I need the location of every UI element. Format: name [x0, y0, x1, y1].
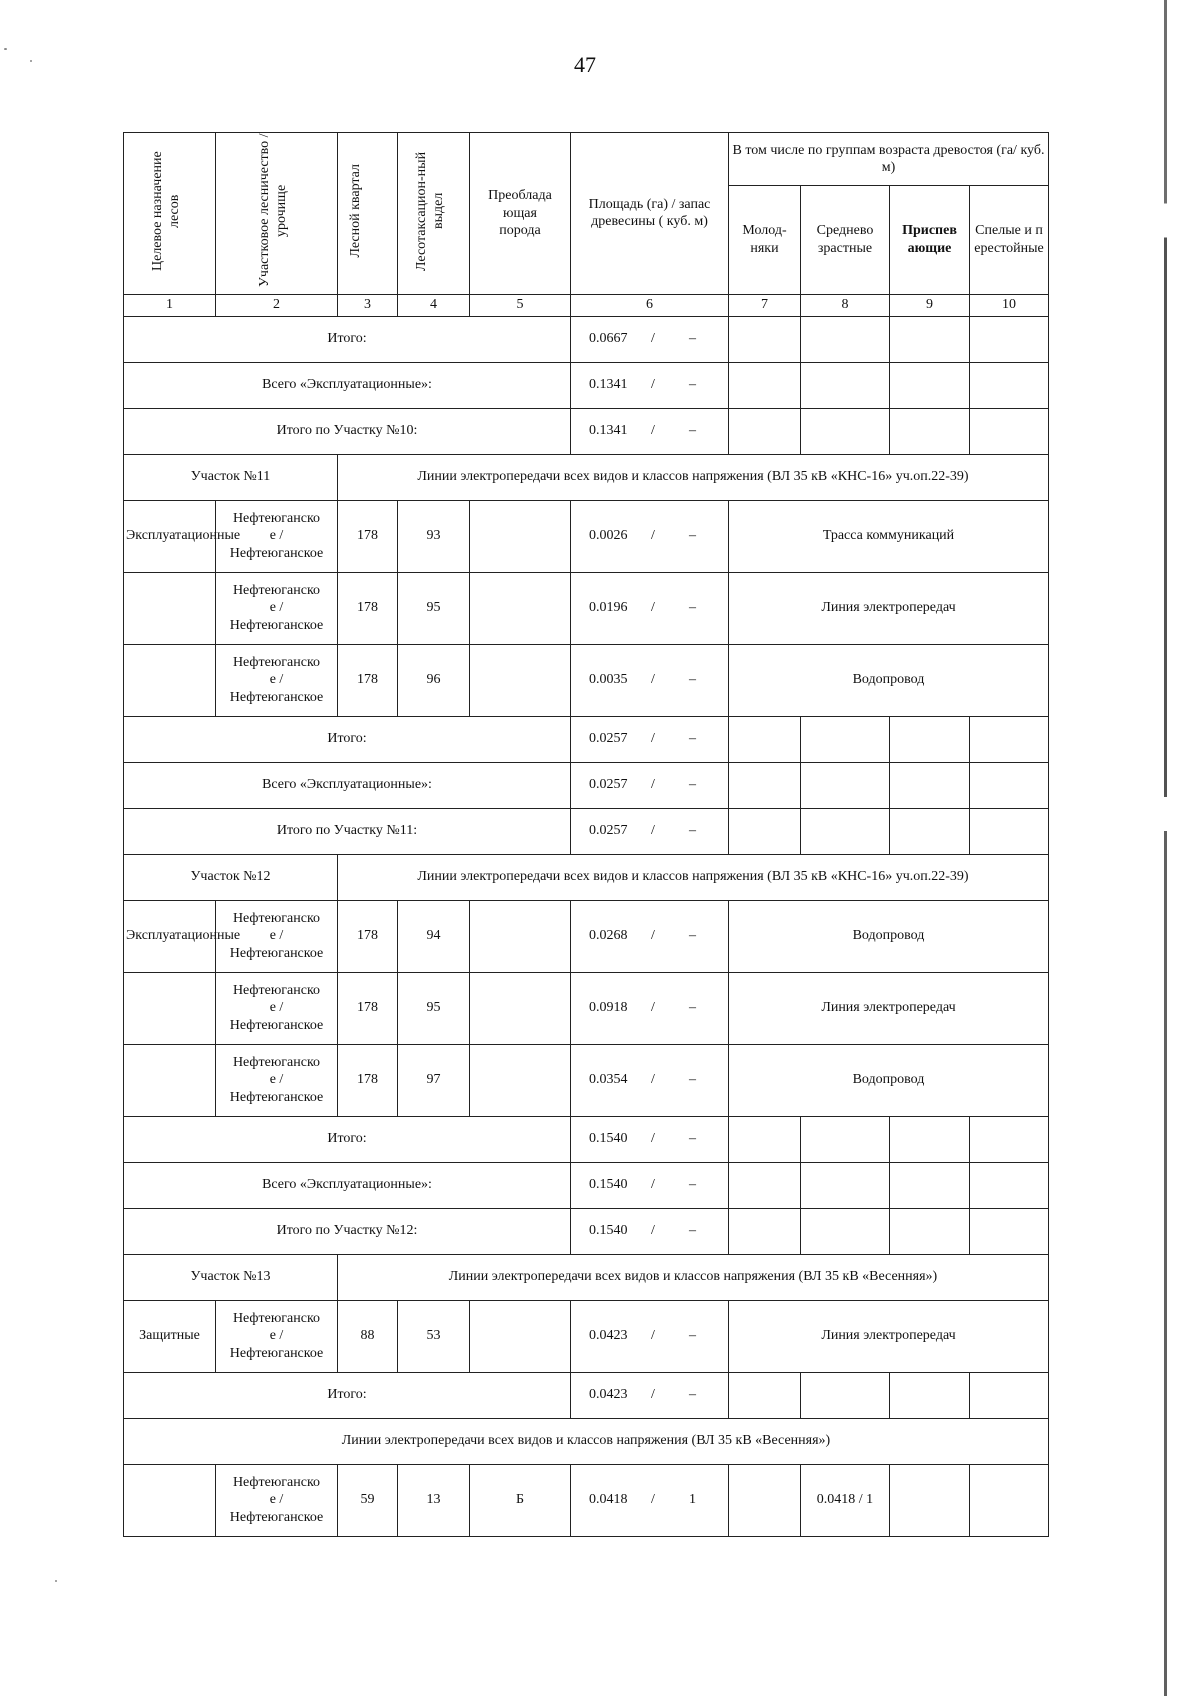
empty-group-cell	[729, 408, 801, 454]
empty-group-cell	[801, 1162, 890, 1208]
young-cell	[729, 1464, 801, 1536]
forestry-cell	[216, 644, 338, 716]
forestry-cell	[216, 1300, 338, 1372]
area-separator: /	[651, 1072, 655, 1088]
forestry-line: е /	[269, 1492, 284, 1508]
empty-group-cell	[970, 716, 1049, 762]
table-row	[124, 500, 1049, 572]
section-label: Участок №12	[124, 854, 338, 900]
area-separator: /	[651, 731, 655, 747]
empty-group-cell	[890, 362, 970, 408]
section-header-row	[124, 854, 1049, 900]
purpose-cell	[124, 1044, 216, 1116]
area-value: 0.1540	[589, 1223, 628, 1239]
forestry-line: Нефтеюганско	[232, 910, 321, 926]
header-forestry: Участковое лесничество / урочище	[216, 133, 338, 295]
area-value-cell	[571, 1464, 729, 1536]
empty-group-cell	[729, 1116, 801, 1162]
col-num: 8	[801, 294, 890, 316]
empty-group-cell	[729, 1162, 801, 1208]
col-num: 3	[338, 294, 398, 316]
header-vydel: Лесотаксацион-ный выдел	[398, 133, 470, 295]
empty-group-cell	[970, 1162, 1049, 1208]
total-label: Итого:	[124, 316, 571, 362]
area-separator: /	[651, 331, 655, 347]
empty-group-cell	[970, 362, 1049, 408]
vydel-cell: 53	[398, 1300, 470, 1372]
area-separator: /	[651, 672, 655, 688]
purpose-cell	[124, 644, 216, 716]
species-cell	[470, 972, 571, 1044]
note-cell: Трасса коммуникаций	[729, 500, 1049, 572]
forestry-line: Нефтеюганское	[229, 545, 324, 561]
empty-group-cell	[729, 1372, 801, 1418]
area-value: 0.1540	[589, 1131, 628, 1147]
area-value-cell	[571, 316, 729, 362]
col-num: 2	[216, 294, 338, 316]
total-row	[124, 1208, 1049, 1254]
vydel-cell: 95	[398, 972, 470, 1044]
area-value: 0.0667	[589, 331, 628, 347]
purpose-cell	[124, 972, 216, 1044]
kvartal-cell: 59	[338, 1464, 398, 1536]
species-cell	[470, 900, 571, 972]
col-num: 9	[890, 294, 970, 316]
header-middle-aged: Средневозрастные	[801, 186, 890, 294]
kvartal-cell: 178	[338, 1044, 398, 1116]
forestry-line: Нефтеюганское	[229, 1017, 324, 1033]
forestry-line: е /	[269, 600, 284, 616]
section-description: Линии электропередачи всех видов и классов напряжения (ВЛ 35 кВ «Весенняя»)	[124, 1418, 1049, 1464]
forestry-line: Нефтеюганско	[232, 982, 321, 998]
col-num: 10	[970, 294, 1049, 316]
volume-value: –	[689, 1223, 696, 1239]
scan-speck	[30, 60, 32, 62]
volume-value: –	[689, 731, 696, 747]
volume-value: –	[689, 928, 696, 944]
species-cell	[470, 644, 571, 716]
forestry-line: Нефтеюганское	[229, 617, 324, 633]
col-num: 4	[398, 294, 470, 316]
forestry-line: Нефтеюганско	[232, 1474, 321, 1490]
empty-group-cell	[801, 316, 890, 362]
empty-group-cell	[890, 762, 970, 808]
forestry-line: е /	[269, 528, 284, 544]
note-cell: Линия электропередач	[729, 572, 1049, 644]
section-description: Линии электропередачи всех видов и классов напряжения (ВЛ 35 кВ «КНС-16» уч.оп.22-39)	[338, 854, 1049, 900]
page-number: 47	[574, 52, 596, 77]
area-value: 0.0918	[589, 1000, 628, 1016]
vydel-cell: 96	[398, 644, 470, 716]
empty-group-cell	[970, 408, 1049, 454]
col-num: 7	[729, 294, 801, 316]
note-cell: Линия электропередач	[729, 1300, 1049, 1372]
scan-edge-line	[1164, 0, 1167, 1696]
volume-value: –	[689, 1131, 696, 1147]
area-separator: /	[651, 1177, 655, 1193]
total-row	[124, 408, 1049, 454]
area-value: 0.1341	[589, 423, 628, 439]
area-value-cell	[571, 362, 729, 408]
purpose-cell	[124, 1464, 216, 1536]
forestry-line: Нефтеюганско	[232, 1054, 321, 1070]
volume-value: –	[689, 777, 696, 793]
area-value-cell	[571, 1162, 729, 1208]
area-separator: /	[651, 777, 655, 793]
mature-cell	[970, 1464, 1049, 1536]
empty-group-cell	[890, 1372, 970, 1418]
empty-group-cell	[890, 316, 970, 362]
volume-value: –	[689, 672, 696, 688]
total-row	[124, 316, 1049, 362]
purpose-cell	[124, 572, 216, 644]
total-label: Итого:	[124, 1116, 571, 1162]
header-young: Молод-няки	[729, 186, 801, 294]
area-value: 0.0196	[589, 600, 628, 616]
area-value: 0.0354	[589, 1072, 628, 1088]
empty-group-cell	[890, 716, 970, 762]
volume-value: –	[689, 1072, 696, 1088]
section-header-row	[124, 454, 1049, 500]
area-value: 0.0268	[589, 928, 628, 944]
area-value: 0.0035	[589, 672, 628, 688]
area-separator: /	[651, 1492, 655, 1508]
empty-group-cell	[729, 316, 801, 362]
total-label: Итого:	[124, 716, 571, 762]
kvartal-cell: 88	[338, 1300, 398, 1372]
kvartal-cell: 178	[338, 972, 398, 1044]
species-cell	[470, 1300, 571, 1372]
area-value-cell	[571, 716, 729, 762]
table-row	[124, 572, 1049, 644]
note-cell: Водопровод	[729, 900, 1049, 972]
area-value-cell	[571, 972, 729, 1044]
scan-speck	[4, 48, 7, 50]
header-mature: Спелые и перестойные	[970, 186, 1049, 294]
empty-group-cell	[729, 716, 801, 762]
total-label: Итого по Участку №10:	[124, 408, 571, 454]
col-num: 6	[571, 294, 729, 316]
col-num: 5	[470, 294, 571, 316]
table-row	[124, 1300, 1049, 1372]
area-value-cell	[571, 1372, 729, 1418]
species-cell	[470, 572, 571, 644]
volume-value: –	[689, 1387, 696, 1403]
table-row	[124, 1044, 1049, 1116]
empty-group-cell	[890, 408, 970, 454]
header-kvartal: Лесной квартал	[338, 133, 398, 295]
area-value: 0.0423	[589, 1328, 628, 1344]
area-separator: /	[651, 1000, 655, 1016]
total-row	[124, 362, 1049, 408]
empty-group-cell	[801, 808, 890, 854]
note-cell: Водопровод	[729, 644, 1049, 716]
forestry-line: Нефтеюганско	[232, 510, 321, 526]
area-separator: /	[651, 423, 655, 439]
section-description: Линии электропередачи всех видов и классов напряжения (ВЛ 35 кВ «КНС-16» уч.оп.22-39)	[338, 454, 1049, 500]
section-description: Линии электропередачи всех видов и классов напряжения (ВЛ 35 кВ «Весенняя»)	[338, 1254, 1049, 1300]
kvartal-cell: 178	[338, 500, 398, 572]
header-row	[124, 133, 1049, 186]
total-row	[124, 762, 1049, 808]
area-value: 0.0418	[589, 1492, 628, 1508]
forestry-line: Нефтеюганско	[232, 582, 321, 598]
empty-group-cell	[890, 1116, 970, 1162]
area-separator: /	[651, 823, 655, 839]
empty-group-cell	[970, 762, 1049, 808]
forestry-line: е /	[269, 1328, 284, 1344]
volume-value: –	[689, 1000, 696, 1016]
empty-group-cell	[890, 1162, 970, 1208]
area-value-cell	[571, 900, 729, 972]
area-value: 0.0257	[589, 777, 628, 793]
species-cell: Б	[470, 1464, 571, 1536]
area-separator: /	[651, 1328, 655, 1344]
header-purpose: Целевое назначение лесов	[124, 133, 216, 295]
header-premature: Приспевающие	[890, 186, 970, 294]
column-number-row	[124, 294, 1049, 316]
area-value-cell	[571, 1116, 729, 1162]
volume-value: –	[689, 1328, 696, 1344]
empty-group-cell	[970, 1372, 1049, 1418]
section-label: Участок №13	[124, 1254, 338, 1300]
purpose-cell: Эксплуатационные	[124, 500, 216, 572]
area-value-cell	[571, 644, 729, 716]
species-cell	[470, 500, 571, 572]
empty-group-cell	[970, 1208, 1049, 1254]
purpose-cell: Защитные	[124, 1300, 216, 1372]
empty-group-cell	[801, 408, 890, 454]
forestry-cell	[216, 1464, 338, 1536]
area-value: 0.0257	[589, 731, 628, 747]
volume-value: 1	[689, 1492, 696, 1508]
volume-value: –	[689, 600, 696, 616]
total-row	[124, 716, 1049, 762]
total-row	[124, 1162, 1049, 1208]
area-value-cell	[571, 1208, 729, 1254]
note-cell: Линия электропередач	[729, 972, 1049, 1044]
forestry-cell	[216, 1044, 338, 1116]
total-row	[124, 1116, 1049, 1162]
premature-cell	[890, 1464, 970, 1536]
forestry-line: Нефтеюганское	[229, 689, 324, 705]
forestry-line: е /	[269, 1000, 284, 1016]
area-separator: /	[651, 928, 655, 944]
empty-group-cell	[970, 1116, 1049, 1162]
vydel-cell: 95	[398, 572, 470, 644]
kvartal-cell: 178	[338, 572, 398, 644]
area-value-cell	[571, 1044, 729, 1116]
table-row	[124, 644, 1049, 716]
area-separator: /	[651, 1387, 655, 1403]
forestry-line: Нефтеюганское	[229, 945, 324, 961]
area-separator: /	[651, 600, 655, 616]
table-row	[124, 1464, 1049, 1536]
area-value-cell	[571, 808, 729, 854]
area-value: 0.0257	[589, 823, 628, 839]
area-separator: /	[651, 528, 655, 544]
empty-group-cell	[890, 808, 970, 854]
empty-group-cell	[801, 1116, 890, 1162]
volume-value: –	[689, 528, 696, 544]
empty-group-cell	[801, 1208, 890, 1254]
total-label: Итого:	[124, 1372, 571, 1418]
area-value: 0.0026	[589, 528, 628, 544]
header-age-groups: В том числе по группам возраста древостоя (га/ куб. м)	[729, 133, 1049, 186]
vydel-cell: 93	[398, 500, 470, 572]
total-label: Итого по Участку №11:	[124, 808, 571, 854]
total-row	[124, 1372, 1049, 1418]
scan-speck	[55, 1580, 57, 1582]
area-value: 0.1540	[589, 1177, 628, 1193]
table-row	[124, 972, 1049, 1044]
forestry-line: Нефтеюганско	[232, 1310, 321, 1326]
volume-value: –	[689, 331, 696, 347]
empty-group-cell	[890, 1208, 970, 1254]
area-value-cell	[571, 500, 729, 572]
vydel-cell: 94	[398, 900, 470, 972]
purpose-cell: Эксплуатационные	[124, 900, 216, 972]
empty-group-cell	[801, 762, 890, 808]
empty-group-cell	[729, 1208, 801, 1254]
section-header-row	[124, 1418, 1049, 1464]
volume-value: –	[689, 423, 696, 439]
forestry-line: е /	[269, 928, 284, 944]
kvartal-cell: 178	[338, 644, 398, 716]
header-area: Площадь (га) / запас древесины ( куб. м)	[571, 133, 729, 295]
total-label: Всего «Эксплуатационные»:	[124, 762, 571, 808]
forestry-line: е /	[269, 1072, 284, 1088]
empty-group-cell	[729, 762, 801, 808]
area-value-cell	[571, 1300, 729, 1372]
area-value-cell	[571, 408, 729, 454]
area-separator: /	[651, 1131, 655, 1147]
note-cell: Водопровод	[729, 1044, 1049, 1116]
vydel-cell: 97	[398, 1044, 470, 1116]
forestry-line: е /	[269, 672, 284, 688]
species-cell	[470, 1044, 571, 1116]
total-label: Всего «Эксплуатационные»:	[124, 1162, 571, 1208]
area-value-cell	[571, 572, 729, 644]
empty-group-cell	[801, 716, 890, 762]
volume-value: –	[689, 1177, 696, 1193]
middle-aged-cell: 0.0418 / 1	[801, 1464, 890, 1536]
volume-value: –	[689, 377, 696, 393]
kvartal-cell: 178	[338, 900, 398, 972]
empty-group-cell	[729, 808, 801, 854]
header-species: Преоблада ющая порода	[470, 133, 571, 295]
forestry-line: Нефтеюганско	[232, 654, 321, 670]
table-row	[124, 900, 1049, 972]
area-separator: /	[651, 1223, 655, 1239]
empty-group-cell	[729, 362, 801, 408]
forest-register-table	[123, 132, 1049, 1537]
total-row	[124, 808, 1049, 854]
total-label: Итого по Участку №12:	[124, 1208, 571, 1254]
total-label: Всего «Эксплуатационные»:	[124, 362, 571, 408]
empty-group-cell	[801, 1372, 890, 1418]
forestry-line: Нефтеюганское	[229, 1509, 324, 1525]
empty-group-cell	[801, 362, 890, 408]
section-header-row	[124, 1254, 1049, 1300]
vydel-cell: 13	[398, 1464, 470, 1536]
forestry-line: Нефтеюганское	[229, 1345, 324, 1361]
volume-value: –	[689, 823, 696, 839]
col-num: 1	[124, 294, 216, 316]
area-value: 0.1341	[589, 377, 628, 393]
forestry-cell	[216, 572, 338, 644]
forestry-line: Нефтеюганское	[229, 1089, 324, 1105]
forestry-cell	[216, 972, 338, 1044]
area-value-cell	[571, 762, 729, 808]
area-separator: /	[651, 377, 655, 393]
section-label: Участок №11	[124, 454, 338, 500]
area-value: 0.0423	[589, 1387, 628, 1403]
empty-group-cell	[970, 808, 1049, 854]
empty-group-cell	[970, 316, 1049, 362]
